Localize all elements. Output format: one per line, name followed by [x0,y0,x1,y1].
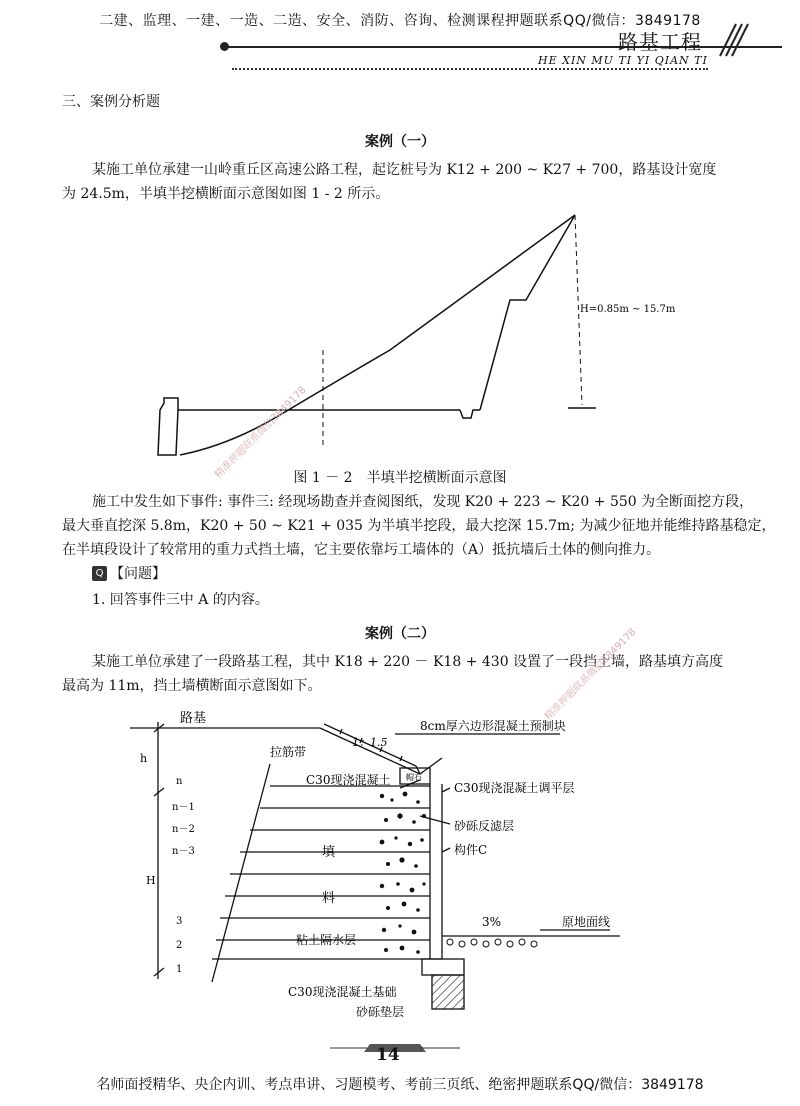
layer-label: 1 [176,964,183,975]
header-pinyin: HE XIN MU TI YI QIAN TI [538,54,708,67]
case1-figure-cross-section [150,205,676,465]
layer-label: n－3 [172,846,195,857]
case1-event-line1: 施工中发生如下事件: 事件三: 经现场勘查并查阅图纸，发现 K20 + 223 ~ K20 + 550 为全断面挖方段， [92,494,754,510]
layer-label: 2 [176,940,183,951]
case1-event-line2: 最大垂直挖深 5.8m，K20 + 50 ~ K21 + 035 为半填半挖段，最大挖深 15.7m; 为减少征地并能维持路基稳定， [62,518,776,534]
section-heading: 三、案例分析题 [62,94,160,110]
label-H: H [146,874,156,887]
label-gravel: 砂砾垫层 [356,1005,405,1019]
label-capstone: 帽石 [406,773,422,782]
label-member-c: 构件C [454,843,488,857]
question-1: 1. 回答事件三中 A 的内容。 [92,592,269,608]
watermark-2: 精准押题联系微信3849178 [542,626,639,723]
case1-title: 案例（一） [365,134,435,150]
layer-label: n－2 [172,824,195,835]
page-number: 14 [376,1045,400,1065]
label-filter: 砂砾反滤层 [454,819,515,833]
label-fill-1: 填 [322,845,336,860]
label-c30-cast: C30现浇混凝土 [306,773,391,787]
label-ground: 原地面线 [562,915,611,929]
question-icon: Q [92,566,107,581]
case1-intro-line2: 为 24.5m，半填半挖横断面示意图如图 1 - 2 所示。 [62,186,390,202]
watermark-1: 精准押题联系微信3849178 [212,384,309,481]
label-roadbed: 路基 [180,711,207,726]
header-promo: 二建、监理、一建、一造、二造、安全、消防、咨询、检测课程押题联系QQ/微信：3849178 [99,13,701,29]
header-stripes-icon [712,22,752,58]
layer-label: 3 [176,916,183,927]
layer-label: n－1 [172,802,195,813]
label-clay: 粘土隔水层 [296,933,357,947]
label-c30-level: C30现浇混凝土调平层 [454,781,575,795]
case2-intro-line1: 某施工单位承建了一段路基工程，其中 K18 + 220 － K18 + 430 设置了一段挡土墙，路基填方高度 [92,654,724,670]
case2-figure-retaining-wall [120,704,640,1024]
label-grade: 3% [482,915,502,929]
case1-event-line3: 在半填段设计了较常用的重力式挡土墙，它主要依靠圬工墙体的（A）抵抗墙后土体的侧向推力。 [62,542,661,558]
header-dotted-rule [232,68,708,72]
label-slope: 1：1.5 [352,736,388,749]
layer-label: n [176,776,183,787]
label-strip: 拉筋带 [270,745,307,759]
height-label: H=0.85m ~ 15.7m [580,304,676,315]
label-fill-2: 料 [322,891,336,906]
case2-intro-line2: 最高为 11m，挡土墙横断面示意图如下。 [62,678,322,694]
case1-intro-line1: 某施工单位承建一山岭重丘区高速公路工程，起讫桩号为 K12 + 200 ~ K27 + 700，路基设计宽度 [92,162,717,178]
label-precast: 8cm厚六边形混凝土预制块 [420,719,566,733]
label-h: h [140,752,148,765]
footer-promo: 名师面授精华、央企内训、考点串讲、习题模考、考前三页纸、绝密押题联系QQ/微信：3849178 [96,1077,704,1093]
label-foundation: C30现浇混凝土基础 [288,985,397,999]
header-section-title: 路基工程 [618,30,702,54]
case1-figure-caption: 图 1 － 2 半填半挖横断面示意图 [293,470,507,486]
question-heading: 【问题】 [110,566,166,582]
case2-title: 案例（二） [365,626,435,642]
